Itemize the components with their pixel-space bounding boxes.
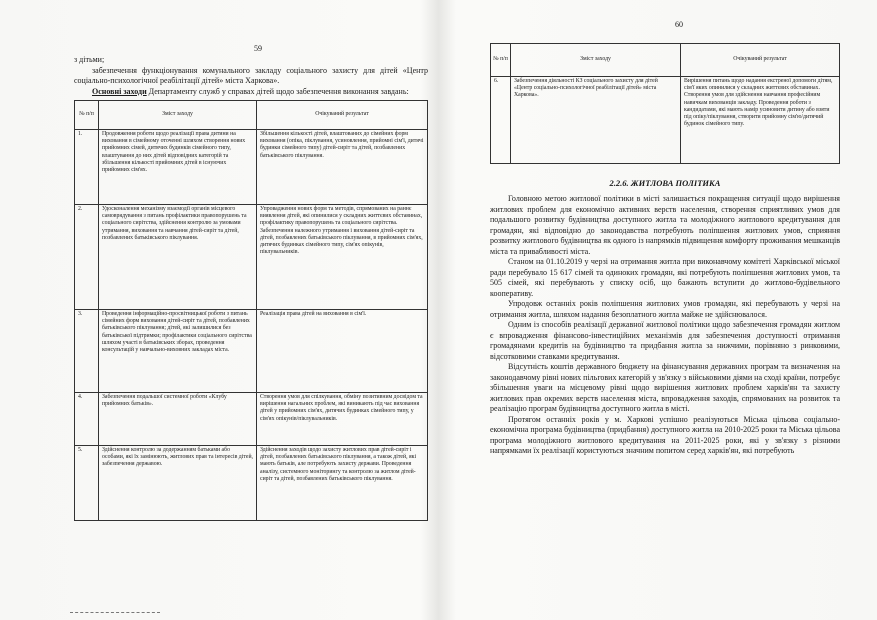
- row-content: Здійснення контролю за додержанням батьками або особами, які їх замінюють, житлових прав та інтересів дітей, забезпечення державою.: [99, 446, 257, 521]
- header-result: Очікуваний результат: [681, 44, 840, 77]
- table-row: [75, 393, 428, 446]
- row-num: 4.: [75, 393, 99, 446]
- row-content: Удосконалення механізму взаємодії органів місцевого самоврядування з питань профілактики правопорушень та соціального сирітства, здійснення контролю за умовами утримання, виховання та навчання дітей-сиріт та дітей, позбавлених батьківського піклування.: [99, 205, 257, 310]
- intro-line-1: з дітьми;: [74, 55, 105, 64]
- table-row: [75, 130, 428, 205]
- paragraph: Протягом останніх років у м. Харкові успішно реалізуються Міська цільова соціально-економічна програма будівництва (придбання) доступного житла на 2010-2025 роки та Міська цільова програма молодіжного житлового кредитування на 2011-2025 роки, які у зв'язку з різними напрямками їх реалізації користуються значним попитом серед харків'ян, які потребують: [490, 414, 840, 455]
- row-result: Упровадження нових форм та методів, спрямованих на раннє виявлення дітей, які опинилися у складних життєвих обставинах, профілактику правопорушень та соціального сирітства. Забезпечення належного утримання і виховання дітей-сиріт та дітей, позбавлених батьківського піклування, в прийомних сім'ях, дитячих будинках сімейного типу, сім'ях опікунів, піклувальників.: [257, 205, 428, 310]
- right-page: [490, 43, 840, 457]
- row-result: Вирішення питань щодо надання екстреної допомоги дітям, сім'ї яких опинилися у складних життєвих обставинах. Створення умов для здійснення навчання професійним навичкам вихованців закладу. Проведення роботи з кандидатами, які мають намір усиновити дитину або взяти під опіку/піклування, створити прийомну сім'ю/дитячий будинок сімейного типу.: [681, 77, 840, 164]
- row-content: Забезпечення подальшої системної роботи «Клубу прийомних батьків».: [99, 393, 257, 446]
- paragraph: Станом на 01.10.2019 у черзі на отримання житла при виконавчому комітеті Харківської міської ради перебувало 15 617 сімей та одиноких громадян, які потребують поліпшення житлових умов, та 505 сімей, які перебувають у списку осіб, що бажають вступити до житлово-будівельного кооперативу.: [490, 257, 840, 298]
- header-content: Зміст заходу: [99, 101, 257, 130]
- row-num: 5.: [75, 446, 99, 521]
- row-result: Збільшення кількості дітей, влаштованих до сімейних форм виховання (опіка, піклування, усиновлення, прийомні сім'ї, дитячі будинки сімейного типу) дітей-сиріт та дітей, позбавлених батьківського піклування.: [257, 130, 428, 205]
- table-row: [75, 310, 428, 393]
- measures-table-right: [490, 43, 840, 164]
- table-row: [491, 77, 840, 164]
- paragraph: Упродовж останніх років поліпшення житлових умов громадян, які перебувають у черзі на отримання житла, шляхом надання безоплатного житла майже не здійснювалося.: [490, 299, 840, 319]
- left-page: [74, 55, 428, 521]
- row-content: Забезпечення діяльності КЗ соціального захисту для дітей «Центр соціально-психологічної реабілітації дітей» міста Харкова».: [511, 77, 681, 164]
- section-title: 2.2.6. ЖИТЛОВА ПОЛІТИКА: [609, 178, 721, 188]
- intro-line-2: забезпечення функціонування комунального закладу соціального захисту для дітей «Центр соціально-психологічної реабілітації дітей» міста Харкова».: [74, 65, 428, 85]
- table-header-row: [491, 44, 840, 77]
- row-num: 2.: [75, 205, 99, 310]
- page-number-right: 60: [675, 20, 683, 29]
- main-measures-intro: [74, 87, 428, 98]
- main-measures-label: Основні заходи: [92, 86, 147, 96]
- page-number-left: 59: [254, 44, 262, 53]
- paragraph: Відсутність коштів державного бюджету на фінансування державних програм та визначення на законодавчому рівні нових пільгових категорій у зв'язку з військовими діями на сході країни, потребує збільшення уваги на місцевому рівні щодо вирішення житлових проблем харків'ян та захисту житлових прав окремих верств населення міста, впровадження заходів, спрямованих на розвиток та реалізацію програм будівництва доступного житла в місті.: [490, 362, 840, 413]
- table-header-row: [75, 101, 428, 130]
- header-num: № п/п: [491, 44, 511, 77]
- paragraph: Головною метою житлової політики в місті залишається покращення ситуації щодо вирішення житлових проблем для економічно активних верств населення, створення сприятливих умов для подальшого розвитку будівництва доступного житла та молодіжного житлового кредитування для громадян, які відповідно до законодавства потребують поліпшення житлових умов, сприяння розвитку житлового будівництва як одного із напрямків підвищення комфорту проживання мешканців міста та привабливості міста.: [490, 194, 840, 256]
- row-num: 6.: [491, 77, 511, 164]
- header-result: Очікуваний результат: [257, 101, 428, 130]
- scan-edge-line: [70, 612, 160, 613]
- measures-table-left: [74, 100, 428, 521]
- row-num: 3.: [75, 310, 99, 393]
- header-num: № п/п: [75, 101, 99, 130]
- row-result: Реалізація права дітей на виховання в сім'ї.: [257, 310, 428, 393]
- row-result: Здійснення заходів щодо захисту житлових прав дітей-сиріт і дітей, позбавлених батьківського піклування, а також дітей, які мають батьків, але потребують захисту держави. Проведення аналізу, системного моніторингу та контролю за житлом дітей-сиріт та дітей, позбавлених батьківського піклування.: [257, 446, 428, 521]
- main-measures-text: Департаменту служб у справах дітей щодо забезпечення виконання завдань:: [146, 86, 409, 96]
- row-num: 1.: [75, 130, 99, 205]
- header-content: Зміст заходу: [511, 44, 681, 77]
- row-content: Проведення інформаційно-просвітницької роботи з питань сімейних форм виховання дітей-сиріт та дітей, позбавлених батьківського піклування; дітей, які залишилися без батьківської підтримки; профілактики соціального сирітства шляхом участі в батьківських зборах, проведення консультацій у навчально-виховних закладах міста.: [99, 310, 257, 393]
- paragraph: Одним із способів реалізації державної житлової політики щодо забезпечення громадян житлом є впровадження фінансово-інвестиційних механізмів для забезпечення доступності отримання громадянами кредитів на будівництво та придбання житла за нижчими, порівняно з ринковими, відсотковими ставками кредитування.: [490, 320, 840, 361]
- row-result: Створення умов для спілкування, обміну позитивним досвідом та вирішення нагальних проблем, які виникають під час виховання дітей у прийомних сім'ях, дитячих будинках сімейного типу, у сім'ях опікунів/піклувальників.: [257, 393, 428, 446]
- table-row: [75, 205, 428, 310]
- row-content: Продовження роботи щодо реалізації права дитини на виховання в сімейному оточенні шляхом створення нових прийомних сімей, дитячих будинків сімейного типу, влаштування до них дітей відповідних категорій та збільшення кількості прийомних дітей в існуючих прийомних сім'ях.: [99, 130, 257, 205]
- table-row: [75, 446, 428, 521]
